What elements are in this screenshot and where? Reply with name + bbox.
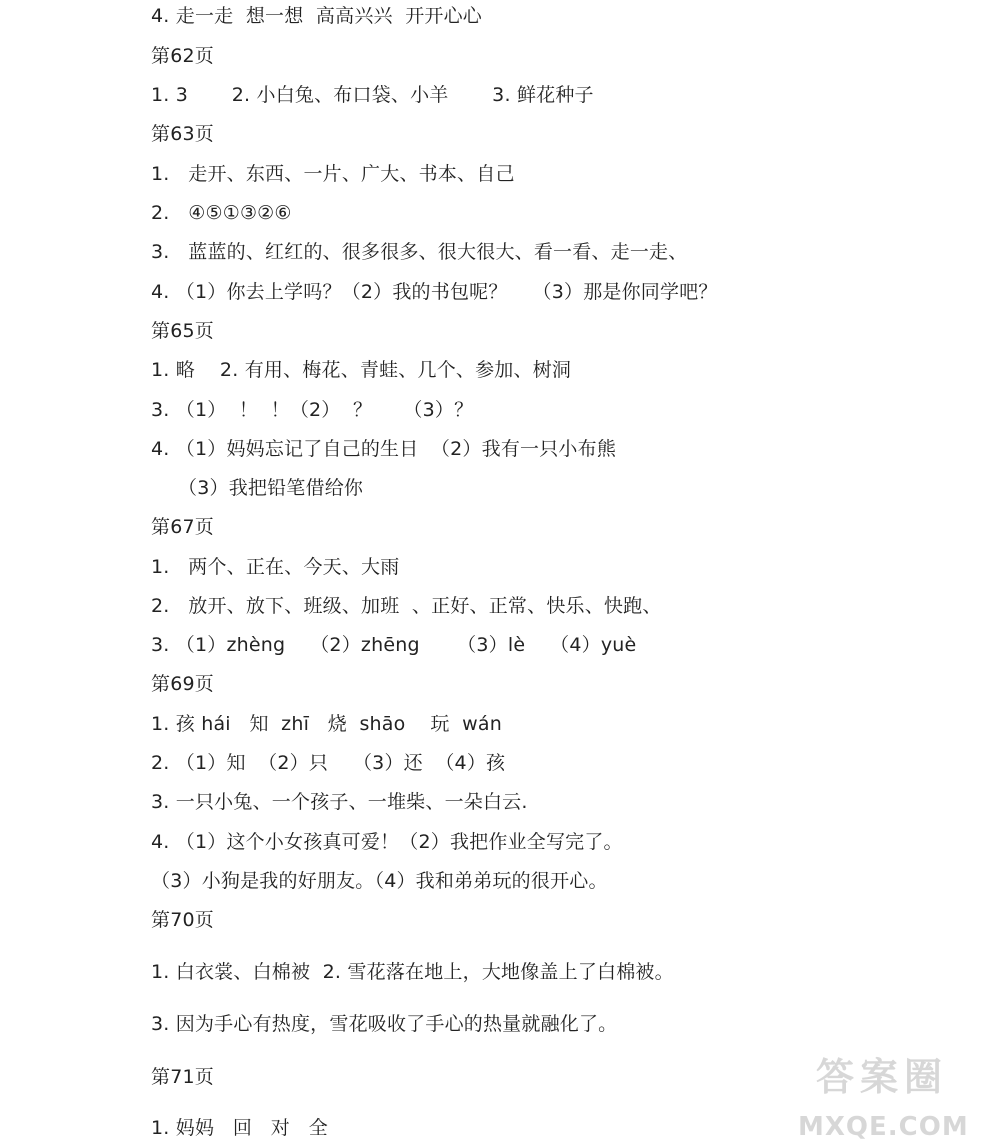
page-heading: 第62页	[151, 45, 214, 67]
answer-line: 1. 白衣裳、白棉被 2. 雪花落在地上，大地像盖上了白棉被。	[151, 961, 674, 983]
answer-line: 1. 孩 hái 知 zhī 烧 shāo 玩 wán	[151, 713, 502, 735]
page-heading: 第69页	[151, 673, 214, 695]
page-heading: 第70页	[151, 909, 214, 931]
page-heading: 第67页	[151, 516, 214, 538]
page-heading: 第65页	[151, 320, 214, 342]
answer-line: 2. 放开、放下、班级、加班 、正好、正常、快乐、快跑、	[151, 595, 662, 617]
answer-line: 3. （1）zhèng （2）zhēng （3）lè （4）yuè	[151, 634, 637, 656]
answer-line: 1. 妈妈 回 对 全	[151, 1117, 328, 1139]
answer-line: 2. ④⑤①③②⑥	[151, 202, 292, 224]
answer-line: 1. 略 2. 有用、梅花、青蛙、几个、参加、树洞	[151, 359, 572, 381]
answer-line: 3. 蓝蓝的、红红的、很多很多、很大很大、看一看、走一走、	[151, 241, 688, 263]
answer-line: （3）我把铅笔借给你	[178, 477, 364, 499]
answer-line: 4. （1）这个小女孩真可爱！（2）我把作业全写完了。	[151, 831, 623, 853]
answer-line: 2. （1）知 （2）只 （3）还 （4）孩	[151, 752, 506, 774]
site-watermark	[798, 1046, 988, 1142]
watermark-url-text: MXQE.COM	[798, 1112, 969, 1142]
answer-line: 4. （1）妈妈忘记了自己的生日 （2）我有一只小布熊	[151, 438, 617, 460]
page-heading: 第63页	[151, 123, 214, 145]
answer-line: 3. 一只小兔、一个孩子、一堆柴、一朵白云.	[151, 791, 528, 813]
answer-line: 3. 因为手心有热度，雪花吸收了手心的热量就融化了。	[151, 1013, 618, 1035]
answer-line: 1. 3 2. 小白兔、布口袋、小羊 3. 鲜花种子	[151, 84, 594, 106]
answer-line: 3. （1） ！ ！（2） ？ （3）？	[151, 399, 474, 421]
answer-line: 4. （1）你去上学吗？（2）我的书包呢？ （3）那是你同学吧？	[151, 281, 718, 303]
answer-line: （3）小狗是我的好朋友。（4）我和弟弟玩的很开心。	[151, 870, 608, 892]
answer-line: 4. 走一走 想一想 高高兴兴 开开心心	[151, 5, 483, 27]
page-heading: 第71页	[151, 1066, 214, 1088]
watermark-logo-text: 答案圈	[816, 1055, 949, 1099]
answer-line: 1. 走开、东西、一片、广大、书本、自己	[151, 163, 515, 185]
answer-line: 1. 两个、正在、今天、大雨	[151, 556, 400, 578]
